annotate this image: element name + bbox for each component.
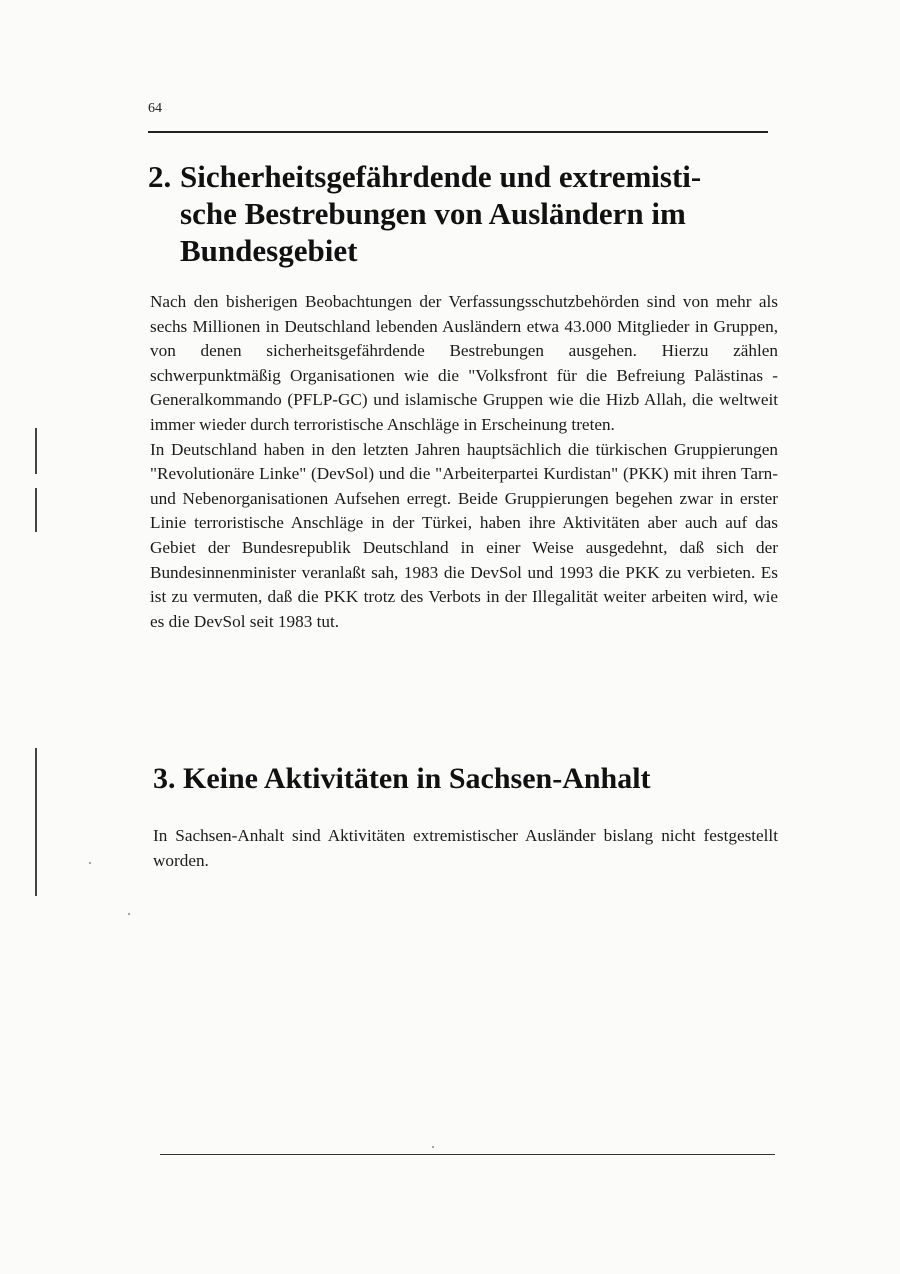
section-2-heading-line-2: sche Bestrebungen von Ausländern im bbox=[180, 196, 686, 231]
section-2-heading-text-1: Sicherheitsgefährdende und extremisti- bbox=[180, 159, 702, 194]
section-2-heading bbox=[148, 158, 768, 269]
section-2-heading-line-3: Bundesgebiet bbox=[180, 233, 358, 268]
scan-speck bbox=[89, 862, 91, 864]
section-3-paragraph: In Sachsen-Anhalt sind Aktivitäten extremistischer Ausländer bislang nicht festgestellt worden. bbox=[153, 826, 778, 870]
margin-mark bbox=[35, 428, 37, 474]
section-2-paragraph-2: In Deutschland haben in den letzten Jahren hauptsächlich die türkischen Gruppierungen "Revolutionäre Linke" (DevSol) und die "Arbeiterpartei Kurdistan" (PKK) mit ihren Tarn- und Nebenorganisationen Aufsehen erregt. Beide Gruppierungen begehen zwar in erster Linie terroristische Anschläge in der Türkei, haben ihre Aktivitäten aber auch auf das Gebiet der Bundesrepublik Deutschland in einer Weise ausgedehnt, daß sich der Bundesinnenminister veranlaßt sah, 1983 die DevSol und 1993 die PKK zu verbieten. Es ist zu vermuten, daß die PKK trotz des Verbots in der Illegalität weiter arbeiten wird, wie es die DevSol seit 1983 tut. bbox=[150, 439, 778, 631]
header-rule bbox=[148, 131, 768, 133]
margin-mark bbox=[35, 488, 37, 532]
scan-speck bbox=[432, 1146, 434, 1148]
section-2-body bbox=[150, 290, 778, 634]
section-3-heading: 3. Keine Aktivitäten in Sachsen-Anhalt bbox=[153, 762, 651, 795]
scan-speck bbox=[128, 913, 130, 915]
section-2-number: 2. bbox=[148, 159, 172, 194]
margin-mark bbox=[35, 748, 37, 896]
page-number: 64 bbox=[148, 101, 162, 116]
footer-rule bbox=[160, 1154, 775, 1155]
section-2-paragraph-1: Nach den bisherigen Beobachtungen der Verfassungsschutzbehörden sind von mehr als sechs Millionen in Deutschland lebenden Ausländern etwa 43.000 Mitglieder in Gruppen, von denen sicherheitsgefährdende Bestrebungen ausgehen. Hierzu zählen schwerpunktmäßig Organisationen wie die "Volksfront für die Befreiung Palästinas - Generalkommando (PFLP-GC) und islamische Gruppen wie die Hizb Allah, die weltweit immer wieder durch terroristische Anschläge in Erscheinung treten. bbox=[150, 292, 778, 434]
section-2-heading-line-1 bbox=[148, 158, 768, 195]
